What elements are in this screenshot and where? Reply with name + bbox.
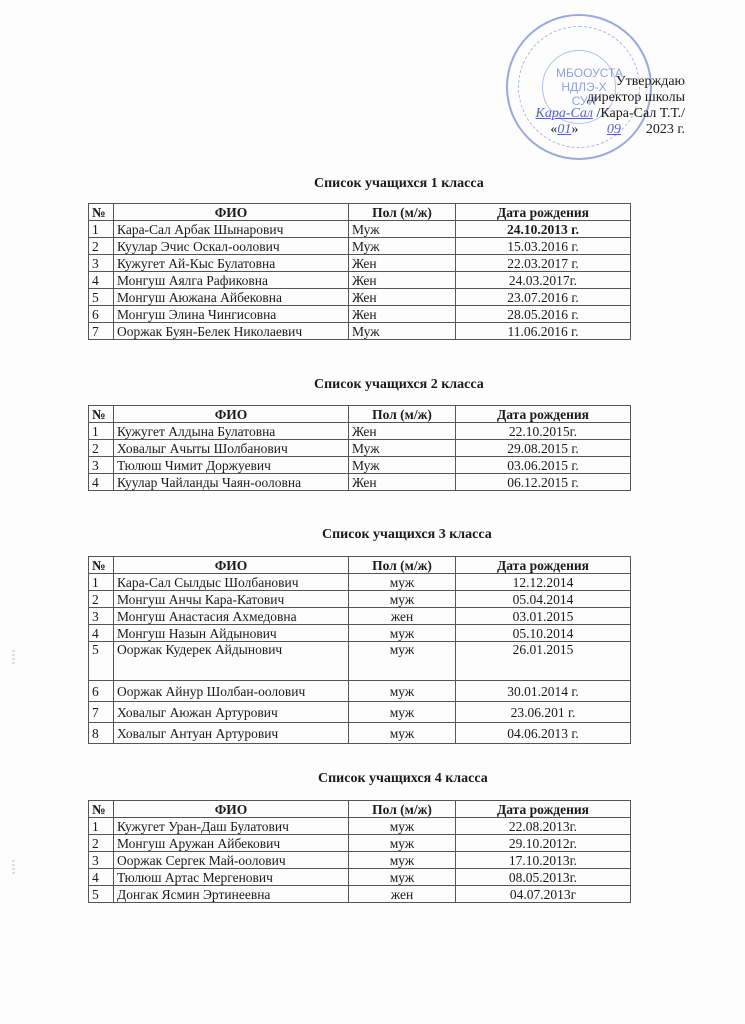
cell-number: 2 <box>89 440 114 457</box>
header-name: ФИО <box>114 204 349 221</box>
cell-gender: муж <box>349 681 456 702</box>
table-row <box>89 238 631 255</box>
cell-birthdate: 24.10.2013 г. <box>456 221 631 238</box>
table-row <box>89 457 631 474</box>
cell-number: 3 <box>89 852 114 869</box>
table-row <box>89 723 631 744</box>
cell-birthdate: 08.05.2013г. <box>456 869 631 886</box>
cell-gender: Муж <box>349 221 456 238</box>
cell-name: Кужугет Ай-Кыс Булатовна <box>114 255 349 272</box>
approval-title: Утверждаю <box>615 74 685 89</box>
class-3-title: Список учащихся 3 класса <box>322 527 492 542</box>
cell-gender: муж <box>349 625 456 642</box>
date-quote-open: « <box>550 122 558 137</box>
cell-name: Кара-Сал Арбак Шынарович <box>114 221 349 238</box>
header-gender: Пол (м/ж) <box>349 406 456 423</box>
cell-name: Ховалыг Ачыты Шолбанович <box>114 440 349 457</box>
cell-birthdate: 24.03.2017г. <box>456 272 631 289</box>
cell-name: Ооржак Сергек Май-оолович <box>114 852 349 869</box>
cell-gender: муж <box>349 642 456 681</box>
cell-birthdate: 26.01.2015 <box>456 642 631 681</box>
cell-name: Кужугет Алдына Булатовна <box>114 423 349 440</box>
cell-birthdate: 22.10.2015г. <box>456 423 631 440</box>
cell-birthdate: 15.03.2016 г. <box>456 238 631 255</box>
cell-gender: Жен <box>349 272 456 289</box>
cell-number: 2 <box>89 591 114 608</box>
cell-birthdate: 30.01.2014 г. <box>456 681 631 702</box>
approval-date <box>536 122 685 138</box>
director-name: /Кара-Сал Т.Т./ <box>596 106 685 121</box>
cell-birthdate: 22.08.2013г. <box>456 818 631 835</box>
cell-number: 4 <box>89 625 114 642</box>
signature: Кара-Сал <box>535 106 594 121</box>
cell-birthdate: 23.06.201 г. <box>456 702 631 723</box>
table-row <box>89 702 631 723</box>
cell-name: Ховалыг Аюжан Артурович <box>114 702 349 723</box>
table-header-row <box>89 557 631 574</box>
header-name: ФИО <box>114 406 349 423</box>
cell-number: 1 <box>89 423 114 440</box>
table-row <box>89 852 631 869</box>
header-name: ФИО <box>114 801 349 818</box>
cell-birthdate: 05.04.2014 <box>456 591 631 608</box>
class-1-title: Список учащихся 1 класса <box>314 176 484 191</box>
cell-name: Донгак Ясмин Эртинеевна <box>114 886 349 903</box>
table-row <box>89 474 631 491</box>
cell-name: Ооржак Айнур Шолбан-оолович <box>114 681 349 702</box>
cell-gender: Жен <box>349 289 456 306</box>
cell-birthdate: 28.05.2016 г. <box>456 306 631 323</box>
cell-gender: муж <box>349 723 456 744</box>
cell-birthdate: 06.12.2015 г. <box>456 474 631 491</box>
cell-name: Кужугет Уран-Даш Булатович <box>114 818 349 835</box>
cell-gender: Жен <box>349 423 456 440</box>
cell-birthdate: 12.12.2014 <box>456 574 631 591</box>
cell-number: 4 <box>89 474 114 491</box>
cell-gender: муж <box>349 869 456 886</box>
cell-gender: Муж <box>349 238 456 255</box>
cell-name: Монгуш Аюжана Айбековна <box>114 289 349 306</box>
cell-number: 4 <box>89 272 114 289</box>
table-row <box>89 272 631 289</box>
cell-number: 6 <box>89 681 114 702</box>
header-birthdate: Дата рождения <box>456 801 631 818</box>
approval-position: директор школы <box>587 90 685 105</box>
stamp-line-1: МБООУСТА <box>556 66 623 80</box>
cell-gender: Муж <box>349 440 456 457</box>
approval-name-line <box>536 106 685 122</box>
header-birthdate: Дата рождения <box>456 406 631 423</box>
cell-name: Монгуш Анастасия Ахмедовна <box>114 608 349 625</box>
cell-gender: муж <box>349 852 456 869</box>
header-number: № <box>89 801 114 818</box>
cell-number: 5 <box>89 642 114 681</box>
cell-birthdate: 17.10.2013г. <box>456 852 631 869</box>
table-row <box>89 289 631 306</box>
table-row <box>89 440 631 457</box>
table-row <box>89 591 631 608</box>
cell-number: 3 <box>89 608 114 625</box>
cell-name: Тюлюш Артас Мергенович <box>114 869 349 886</box>
table-row <box>89 886 631 903</box>
cell-name: Монгуш Анчы Кара-Катович <box>114 591 349 608</box>
cell-number: 2 <box>89 238 114 255</box>
date-quote-close: » <box>571 122 579 137</box>
table-row <box>89 642 631 681</box>
cell-name: Куулар Чайланды Чаян-ооловна <box>114 474 349 491</box>
cell-name: Монгуш Аружан Айбекович <box>114 835 349 852</box>
approval-block <box>536 74 685 138</box>
cell-number: 6 <box>89 306 114 323</box>
cell-birthdate: 05.10.2014 <box>456 625 631 642</box>
table-row <box>89 681 631 702</box>
class-4-table <box>88 800 631 903</box>
cell-gender: муж <box>349 835 456 852</box>
cell-gender: Жен <box>349 474 456 491</box>
cell-gender: Жен <box>349 255 456 272</box>
table-row <box>89 323 631 340</box>
cell-number: 7 <box>89 323 114 340</box>
cell-name: Монгуш Элина Чингисовна <box>114 306 349 323</box>
table-row <box>89 818 631 835</box>
cell-name: Кара-Сал Сылдыс Шолбанович <box>114 574 349 591</box>
header-gender: Пол (м/ж) <box>349 557 456 574</box>
class-4-title: Список учащихся 4 класса <box>318 771 488 786</box>
cell-birthdate: 29.10.2012г. <box>456 835 631 852</box>
cell-number: 3 <box>89 457 114 474</box>
table-row <box>89 625 631 642</box>
class-2-title: Список учащихся 2 класса <box>314 377 484 392</box>
header-number: № <box>89 204 114 221</box>
cell-gender: жен <box>349 886 456 903</box>
date-month: 09 <box>606 122 621 137</box>
date-day: 01 <box>557 122 572 137</box>
header-birthdate: Дата рождения <box>456 557 631 574</box>
table-row <box>89 869 631 886</box>
header-number: № <box>89 557 114 574</box>
header-name: ФИО <box>114 557 349 574</box>
table-header-row <box>89 204 631 221</box>
table-row <box>89 221 631 238</box>
cell-name: Монгуш Аялга Рафиковна <box>114 272 349 289</box>
header-gender: Пол (м/ж) <box>349 204 456 221</box>
cell-birthdate: 04.07.2013г <box>456 886 631 903</box>
cell-gender: Муж <box>349 457 456 474</box>
table-row <box>89 574 631 591</box>
table-row <box>89 306 631 323</box>
cell-number: 7 <box>89 702 114 723</box>
cell-number: 2 <box>89 835 114 852</box>
cell-number: 1 <box>89 574 114 591</box>
cell-birthdate: 03.01.2015 <box>456 608 631 625</box>
cell-birthdate: 23.07.2016 г. <box>456 289 631 306</box>
scan-margin-mark <box>12 860 15 874</box>
cell-name: Ооржак Кудерек Айдынович <box>114 642 349 681</box>
header-number: № <box>89 406 114 423</box>
cell-name: Ховалыг Антуан Артурович <box>114 723 349 744</box>
cell-name: Куулар Эчис Оскал-оолович <box>114 238 349 255</box>
cell-name: Тюлюш Чимит Доржуевич <box>114 457 349 474</box>
cell-name: Ооржак Буян-Белек Николаевич <box>114 323 349 340</box>
table-header-row <box>89 801 631 818</box>
cell-number: 5 <box>89 289 114 306</box>
table-row <box>89 608 631 625</box>
cell-name: Монгуш Назын Айдынович <box>114 625 349 642</box>
table-header-row <box>89 406 631 423</box>
table-row <box>89 423 631 440</box>
class-1-table <box>88 203 631 340</box>
cell-birthdate: 04.06.2013 г. <box>456 723 631 744</box>
cell-gender: Жен <box>349 306 456 323</box>
cell-birthdate: 11.06.2016 г. <box>456 323 631 340</box>
cell-gender: Муж <box>349 323 456 340</box>
cell-number: 4 <box>89 869 114 886</box>
stamp-line-2: НДЛЭ-Х СУИ <box>561 80 607 108</box>
table-row <box>89 835 631 852</box>
cell-number: 1 <box>89 818 114 835</box>
class-3-table <box>88 556 631 744</box>
cell-birthdate: 29.08.2015 г. <box>456 440 631 457</box>
cell-number: 1 <box>89 221 114 238</box>
table-row <box>89 255 631 272</box>
cell-number: 8 <box>89 723 114 744</box>
cell-gender: муж <box>349 702 456 723</box>
date-year: 2023 г. <box>645 122 685 137</box>
cell-gender: муж <box>349 591 456 608</box>
header-birthdate: Дата рождения <box>456 204 631 221</box>
cell-birthdate: 22.03.2017 г. <box>456 255 631 272</box>
cell-gender: муж <box>349 818 456 835</box>
cell-number: 3 <box>89 255 114 272</box>
cell-gender: муж <box>349 574 456 591</box>
cell-number: 5 <box>89 886 114 903</box>
class-2-table <box>88 405 631 491</box>
cell-birthdate: 03.06.2015 г. <box>456 457 631 474</box>
cell-gender: жен <box>349 608 456 625</box>
header-gender: Пол (м/ж) <box>349 801 456 818</box>
scan-margin-mark <box>12 650 15 664</box>
